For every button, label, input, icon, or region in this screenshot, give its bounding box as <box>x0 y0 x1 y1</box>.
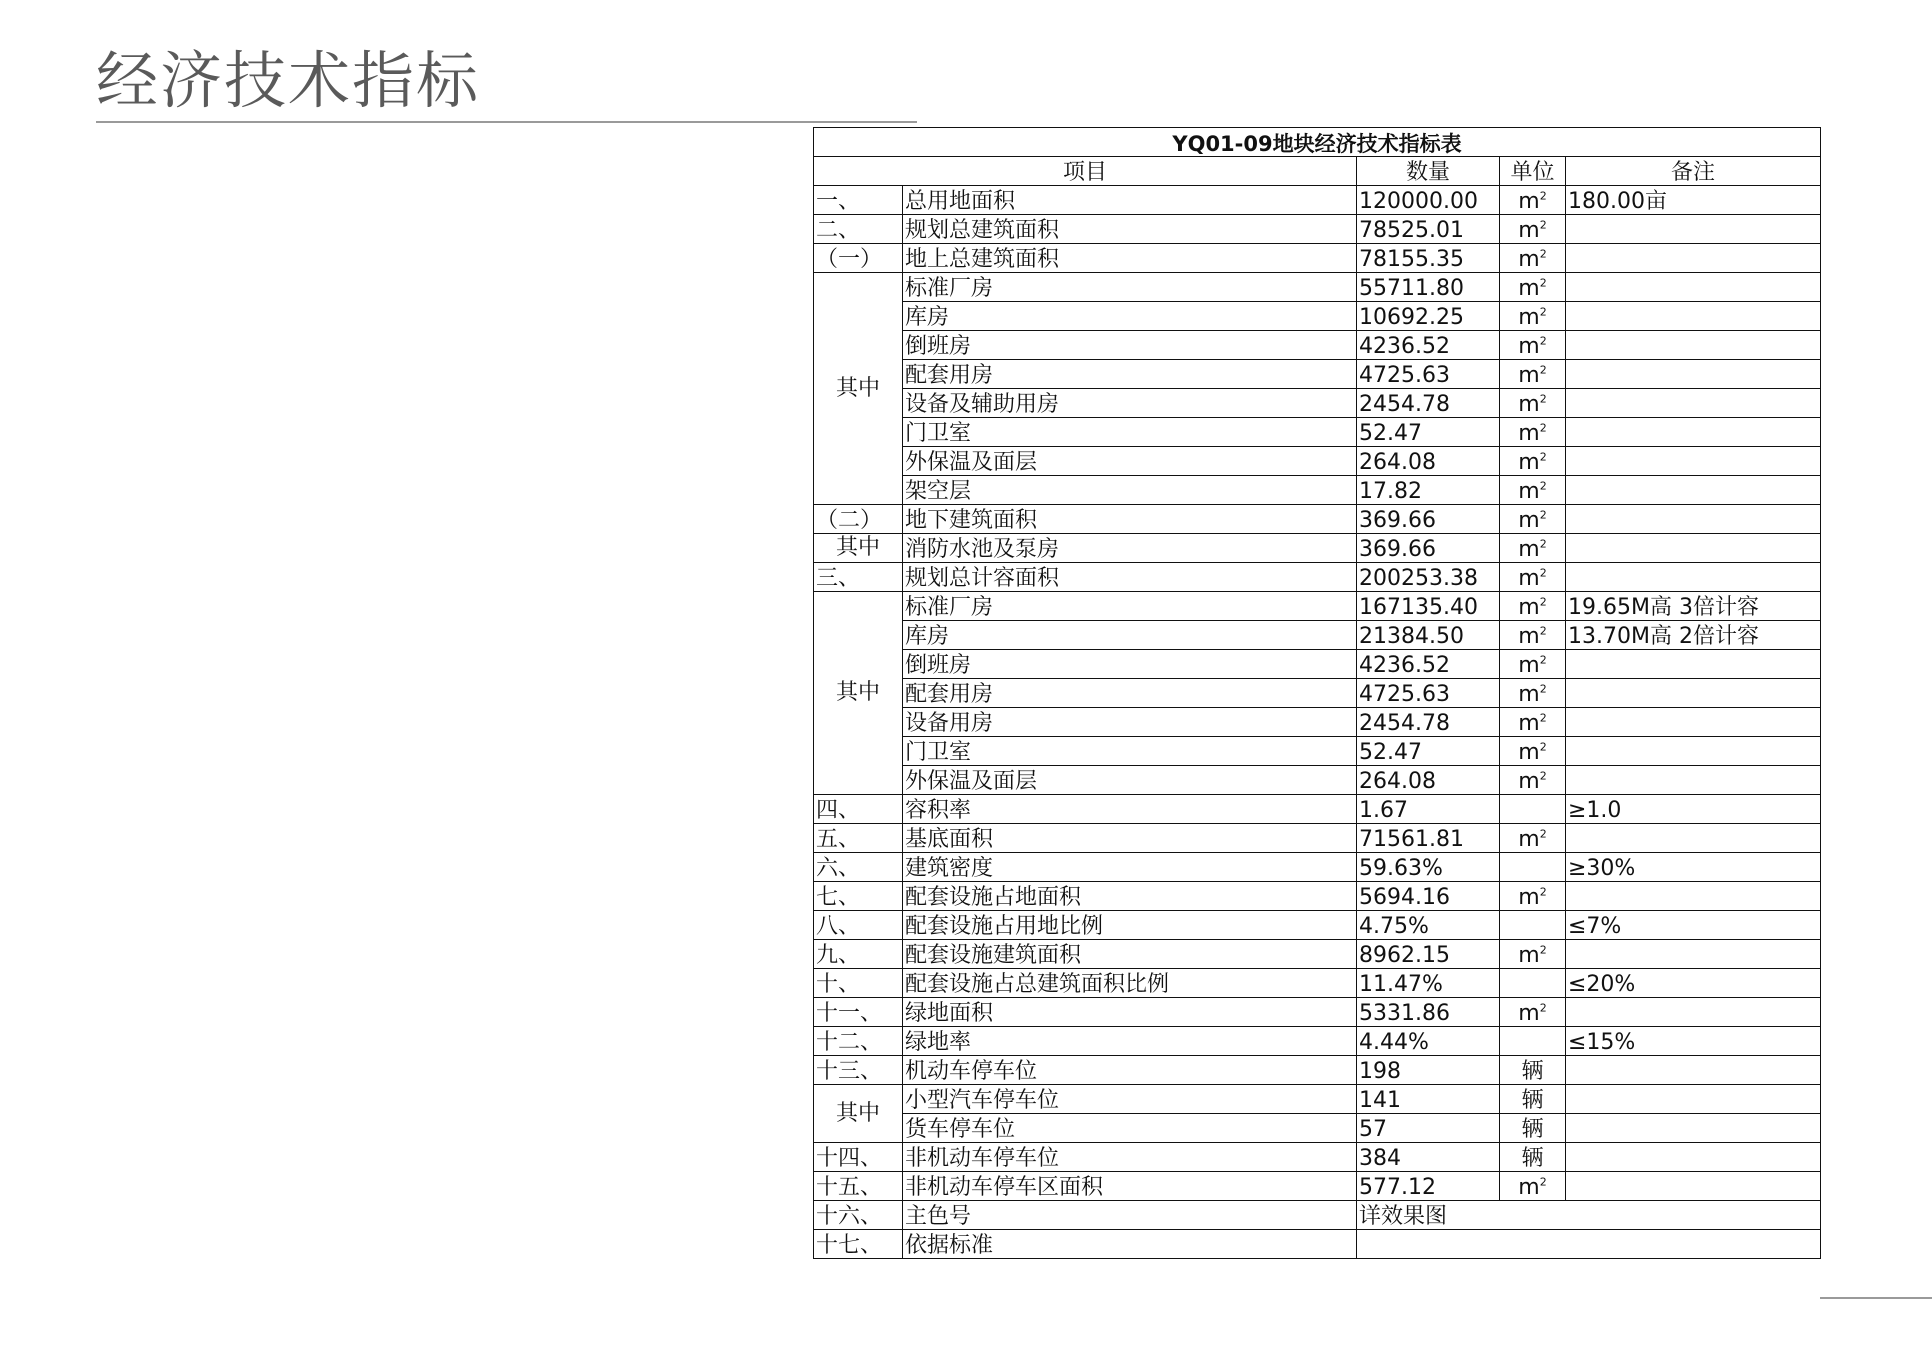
row-quantity: 52.47 <box>1357 737 1500 766</box>
table-row <box>814 447 1821 476</box>
row-unit <box>1500 1027 1566 1056</box>
row-unit: 辆 <box>1500 1056 1566 1085</box>
row-quantity <box>1357 1230 1821 1259</box>
row-item: 配套设施占地面积 <box>903 882 1357 911</box>
row-item: 库房 <box>903 302 1357 331</box>
row-item: 门卫室 <box>903 737 1357 766</box>
row-unit: $m^2$ <box>1500 621 1566 650</box>
page-title: 经济技术指标 <box>96 44 481 117</box>
row-note <box>1566 940 1821 969</box>
row-unit <box>1500 853 1566 882</box>
row-note <box>1566 360 1821 389</box>
row-quantity: 120000.00 <box>1357 186 1500 215</box>
row-number: 其中 <box>814 592 903 795</box>
row-quantity: 78155.35 <box>1357 244 1500 273</box>
row-note <box>1566 1056 1821 1085</box>
row-item: 外保温及面层 <box>903 447 1357 476</box>
row-item: 地下建筑面积 <box>903 505 1357 534</box>
row-item: 货车停车位 <box>903 1114 1357 1143</box>
row-number: 十二、 <box>814 1027 903 1056</box>
row-note <box>1566 505 1821 534</box>
row-quantity: 2454.78 <box>1357 708 1500 737</box>
row-note <box>1566 534 1821 563</box>
row-item: 容积率 <box>903 795 1357 824</box>
row-item: 配套设施占用地比例 <box>903 911 1357 940</box>
row-quantity: 78525.01 <box>1357 215 1500 244</box>
row-quantity: 11.47% <box>1357 969 1500 998</box>
row-number: 其中 <box>814 534 903 563</box>
table-row <box>814 360 1821 389</box>
row-quantity: 264.08 <box>1357 766 1500 795</box>
row-item: 规划总计容面积 <box>903 563 1357 592</box>
row-unit: $m^2$ <box>1500 418 1566 447</box>
row-item: 设备及辅助用房 <box>903 389 1357 418</box>
row-note <box>1566 708 1821 737</box>
row-item: 标准厂房 <box>903 592 1357 621</box>
table-row <box>814 998 1821 1027</box>
row-item: 非机动车停车区面积 <box>903 1172 1357 1201</box>
header-unit: 单位 <box>1500 157 1566 186</box>
row-item: 配套设施占总建筑面积比例 <box>903 969 1357 998</box>
row-unit: $m^2$ <box>1500 998 1566 1027</box>
row-number: 八、 <box>814 911 903 940</box>
row-quantity: 详效果图 <box>1357 1201 1821 1230</box>
table-title: YQ01-09地块经济技术指标表 <box>814 128 1821 157</box>
table-row <box>814 1056 1821 1085</box>
row-number: （二） <box>814 505 903 534</box>
row-number: 六、 <box>814 853 903 882</box>
table-row <box>814 563 1821 592</box>
row-unit: $m^2$ <box>1500 331 1566 360</box>
row-quantity: 577.12 <box>1357 1172 1500 1201</box>
row-number: 十、 <box>814 969 903 998</box>
row-note <box>1566 882 1821 911</box>
row-item: 建筑密度 <box>903 853 1357 882</box>
row-number: 十六、 <box>814 1201 903 1230</box>
row-note <box>1566 418 1821 447</box>
row-unit <box>1500 969 1566 998</box>
table-row <box>814 621 1821 650</box>
row-number: 其中 <box>814 273 903 505</box>
header-quantity: 数量 <box>1357 157 1500 186</box>
row-unit: $m^2$ <box>1500 940 1566 969</box>
row-number: 九、 <box>814 940 903 969</box>
row-unit: $m^2$ <box>1500 534 1566 563</box>
row-number: 十四、 <box>814 1143 903 1172</box>
row-note <box>1566 273 1821 302</box>
row-note <box>1566 476 1821 505</box>
row-item: 非机动车停车位 <box>903 1143 1357 1172</box>
row-note: 13.70M高 2倍计容 <box>1566 621 1821 650</box>
row-item: 架空层 <box>903 476 1357 505</box>
table-row <box>814 679 1821 708</box>
row-number: 其中 <box>814 1085 903 1143</box>
row-note <box>1566 737 1821 766</box>
table-row <box>814 186 1821 215</box>
row-number: 七、 <box>814 882 903 911</box>
row-item: 外保温及面层 <box>903 766 1357 795</box>
row-item: 主色号 <box>903 1201 1357 1230</box>
table-row <box>814 592 1821 621</box>
row-item: 消防水池及泵房 <box>903 534 1357 563</box>
row-unit: $m^2$ <box>1500 244 1566 273</box>
row-unit: $m^2$ <box>1500 186 1566 215</box>
row-quantity: 17.82 <box>1357 476 1500 505</box>
table-row <box>814 737 1821 766</box>
row-item: 库房 <box>903 621 1357 650</box>
row-unit: $m^2$ <box>1500 766 1566 795</box>
row-item: 标准厂房 <box>903 273 1357 302</box>
table-row <box>814 766 1821 795</box>
bottom-divider <box>1820 1297 1932 1299</box>
row-unit: $m^2$ <box>1500 215 1566 244</box>
row-item: 配套用房 <box>903 679 1357 708</box>
row-number: 二、 <box>814 215 903 244</box>
row-note <box>1566 563 1821 592</box>
row-number: 三、 <box>814 563 903 592</box>
row-note: ≤7% <box>1566 911 1821 940</box>
row-unit: 辆 <box>1500 1114 1566 1143</box>
table-title-row <box>814 128 1821 157</box>
row-unit: $m^2$ <box>1500 273 1566 302</box>
row-unit: $m^2$ <box>1500 389 1566 418</box>
row-number: （一） <box>814 244 903 273</box>
row-quantity: 57 <box>1357 1114 1500 1143</box>
row-unit <box>1500 795 1566 824</box>
row-item: 配套设施建筑面积 <box>903 940 1357 969</box>
row-quantity: 10692.25 <box>1357 302 1500 331</box>
row-unit: $m^2$ <box>1500 476 1566 505</box>
row-quantity: 4725.63 <box>1357 679 1500 708</box>
table-row <box>814 940 1821 969</box>
row-note: ≤20% <box>1566 969 1821 998</box>
row-quantity: 4725.63 <box>1357 360 1500 389</box>
row-quantity: 141 <box>1357 1085 1500 1114</box>
table-row <box>814 302 1821 331</box>
row-note <box>1566 331 1821 360</box>
row-unit: $m^2$ <box>1500 650 1566 679</box>
row-quantity: 1.67 <box>1357 795 1500 824</box>
row-quantity: 198 <box>1357 1056 1500 1085</box>
row-quantity: 369.66 <box>1357 534 1500 563</box>
row-quantity: 55711.80 <box>1357 273 1500 302</box>
row-quantity: 5694.16 <box>1357 882 1500 911</box>
table-row <box>814 650 1821 679</box>
row-note <box>1566 302 1821 331</box>
row-quantity: 71561.81 <box>1357 824 1500 853</box>
row-unit: $m^2$ <box>1500 1172 1566 1201</box>
row-quantity: 21384.50 <box>1357 621 1500 650</box>
row-unit: $m^2$ <box>1500 447 1566 476</box>
row-number: 十三、 <box>814 1056 903 1085</box>
row-item: 地上总建筑面积 <box>903 244 1357 273</box>
row-unit: $m^2$ <box>1500 505 1566 534</box>
table-row <box>814 795 1821 824</box>
table-row <box>814 1114 1821 1143</box>
row-item: 机动车停车位 <box>903 1056 1357 1085</box>
row-item: 倒班房 <box>903 650 1357 679</box>
table-row <box>814 1230 1821 1259</box>
row-note <box>1566 1114 1821 1143</box>
row-quantity: 4.44% <box>1357 1027 1500 1056</box>
table-row <box>814 331 1821 360</box>
table-row <box>814 708 1821 737</box>
row-item: 门卫室 <box>903 418 1357 447</box>
row-quantity: 2454.78 <box>1357 389 1500 418</box>
row-quantity: 59.63% <box>1357 853 1500 882</box>
row-quantity: 8962.15 <box>1357 940 1500 969</box>
row-quantity: 4236.52 <box>1357 331 1500 360</box>
row-number: 四、 <box>814 795 903 824</box>
table-row <box>814 911 1821 940</box>
table-row <box>814 244 1821 273</box>
row-quantity: 5331.86 <box>1357 998 1500 1027</box>
row-unit <box>1500 911 1566 940</box>
table-row <box>814 969 1821 998</box>
table-row <box>814 1201 1821 1230</box>
row-quantity: 167135.40 <box>1357 592 1500 621</box>
row-item: 规划总建筑面积 <box>903 215 1357 244</box>
row-note <box>1566 244 1821 273</box>
row-unit: $m^2$ <box>1500 737 1566 766</box>
row-note <box>1566 1143 1821 1172</box>
row-quantity: 200253.38 <box>1357 563 1500 592</box>
row-number: 十五、 <box>814 1172 903 1201</box>
row-item: 设备用房 <box>903 708 1357 737</box>
title-divider <box>96 121 917 123</box>
row-unit: 辆 <box>1500 1085 1566 1114</box>
table-row <box>814 215 1821 244</box>
table-row <box>814 1143 1821 1172</box>
table-row <box>814 273 1821 302</box>
table-header-row <box>814 157 1821 186</box>
table-row <box>814 1172 1821 1201</box>
row-quantity: 4.75% <box>1357 911 1500 940</box>
row-number: 五、 <box>814 824 903 853</box>
row-note <box>1566 998 1821 1027</box>
row-note <box>1566 766 1821 795</box>
row-unit: $m^2$ <box>1500 563 1566 592</box>
row-note: ≥1.0 <box>1566 795 1821 824</box>
row-note <box>1566 1172 1821 1201</box>
table-row <box>814 853 1821 882</box>
row-unit: 辆 <box>1500 1143 1566 1172</box>
row-note <box>1566 215 1821 244</box>
row-note <box>1566 679 1821 708</box>
row-item: 绿地面积 <box>903 998 1357 1027</box>
table-row <box>814 476 1821 505</box>
row-note <box>1566 824 1821 853</box>
row-item: 基底面积 <box>903 824 1357 853</box>
row-item: 小型汽车停车位 <box>903 1085 1357 1114</box>
row-item: 绿地率 <box>903 1027 1357 1056</box>
row-note: 180.00亩 <box>1566 186 1821 215</box>
table-row <box>814 505 1821 534</box>
row-number: 十一、 <box>814 998 903 1027</box>
row-quantity: 52.47 <box>1357 418 1500 447</box>
table-row <box>814 1027 1821 1056</box>
row-note <box>1566 1085 1821 1114</box>
table-row <box>814 1085 1821 1114</box>
header-item: 项目 <box>814 157 1357 186</box>
row-unit: $m^2$ <box>1500 360 1566 389</box>
row-unit: $m^2$ <box>1500 679 1566 708</box>
row-unit: $m^2$ <box>1500 824 1566 853</box>
table-row <box>814 882 1821 911</box>
row-item: 总用地面积 <box>903 186 1357 215</box>
row-item: 配套用房 <box>903 360 1357 389</box>
row-number: 十七、 <box>814 1230 903 1259</box>
table-row <box>814 534 1821 563</box>
table-row <box>814 824 1821 853</box>
row-unit: $m^2$ <box>1500 708 1566 737</box>
row-note <box>1566 650 1821 679</box>
row-quantity: 384 <box>1357 1143 1500 1172</box>
indicator-table <box>813 127 1821 1259</box>
header-note: 备注 <box>1566 157 1821 186</box>
row-quantity: 369.66 <box>1357 505 1500 534</box>
row-item: 倒班房 <box>903 331 1357 360</box>
row-note: ≥30% <box>1566 853 1821 882</box>
row-quantity: 4236.52 <box>1357 650 1500 679</box>
row-item: 依据标准 <box>903 1230 1357 1259</box>
row-note <box>1566 389 1821 418</box>
table-row <box>814 418 1821 447</box>
row-number: 一、 <box>814 186 903 215</box>
table-row <box>814 389 1821 418</box>
row-note: ≤15% <box>1566 1027 1821 1056</box>
row-quantity: 264.08 <box>1357 447 1500 476</box>
row-unit: $m^2$ <box>1500 302 1566 331</box>
row-unit: $m^2$ <box>1500 882 1566 911</box>
row-unit: $m^2$ <box>1500 592 1566 621</box>
row-note: 19.65M高 3倍计容 <box>1566 592 1821 621</box>
row-note <box>1566 447 1821 476</box>
